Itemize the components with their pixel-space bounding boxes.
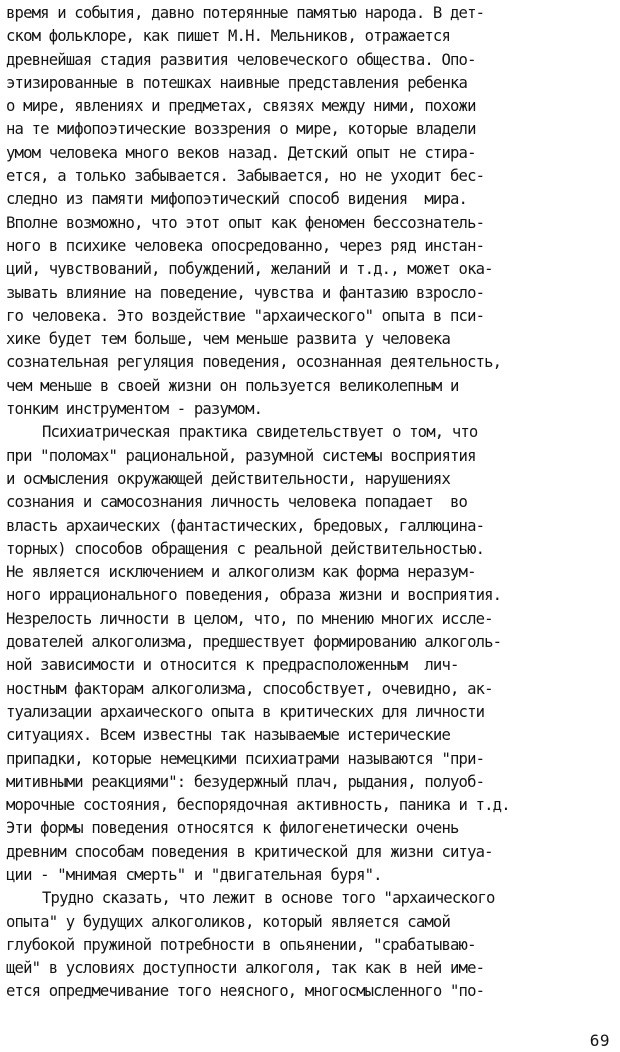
page-number: 69 [589,1031,610,1050]
text-line: Не является исключением и алкоголизм как форма неразум- [6,563,476,582]
text-line: глубокой пружиной потребности в опьянении, "срабатываю- [6,935,476,954]
text-line: ется, а только забывается. Забывается, но не уходит бес- [6,167,485,186]
text-line: сознания и самосознания личность человека попадает во [6,493,468,512]
text-line: туализации архаического опыта в критических для личности [6,702,485,721]
text-line: ций, чувствований, побуждений, желаний и т.д., может ока- [6,260,493,279]
text-line: опыта" у будущих алкоголиков, который является самой [6,912,450,931]
text-line: тонким инструментом - разумом. [6,400,263,419]
text-line: дователей алкоголизма, предшествует формированию алкоголь- [6,633,502,652]
text-line: о мире, явлениях и предметах, связях между ними, похожи [6,97,476,116]
text-line: зывать влияние на поведение, чувства и фантазию взросло- [6,283,485,302]
text-line: древнейшая стадия развития человеческого общества. Опо- [6,50,476,69]
text-line: го человека. Это воздействие "архаического" опыта в пси- [6,306,485,325]
text-line: ции - "мнимая смерть" и "двигательная буря". [6,865,382,884]
text-line: чем меньше в своей жизни он пользуется великолепным и [6,376,459,395]
text-line: ной зависимости и относится к предрасположенным лич- [6,656,459,675]
text-line: морочные состояния, беспорядочная активность, паника и т.д. [6,796,510,815]
text-line: этизированные в потешках наивные представления ребенка [6,73,468,92]
text-line: власть архаических (фантастических, бредовых, галлюцина- [6,516,485,535]
text-line: ного иррационального поведения, образа жизни и восприятия. [6,586,502,605]
text-line: припадки, которые немецкими психиатрами называются "при- [6,749,485,768]
paragraph-first-line: Психиатрическая практика свидетельствует о том, что [42,423,478,442]
text-line: ском фольклоре, как пишет М.Н. Мельников, отражается [6,27,450,46]
text-line: древним способам поведения в критической для жизни ситуа- [6,842,493,861]
text-line: хике будет тем больше, чем меньше развита у человека [6,330,450,349]
text-line: ется опредмечивание того неясного, многосмысленного "по- [6,982,485,1001]
text-line: на те мифопоэтические воззрения о мире, которые владели [6,120,476,139]
text-line: и осмысления окружающей действительности, нарушениях [6,469,450,488]
text-line: ситуациях. Всем известны так называемые истерические [6,726,450,745]
body-text [6,2,614,1004]
text-line: Незрелость личности в целом, что, по мнению многих иссле- [6,609,493,628]
text-line: ного в психике человека опосредованно, через ряд инстан- [6,236,485,255]
text-line: Эти формы поведения относятся к филогенетически очень [6,819,459,838]
text-line: митивными реакциями": безудержный плач, рыдания, полуоб- [6,772,485,791]
text-line: ностным факторам алкоголизма, способствует, очевидно, ак- [6,679,493,698]
text-line: сознательная регуляция поведения, осознанная деятельность, [6,353,502,372]
text-line: умом человека много веков назад. Детский опыт не стира- [6,143,476,162]
text-line: время и события, давно потерянные памятью народа. В дет- [6,4,485,22]
text-line: торных) способов обращения с реальной действительностью. [6,539,485,558]
text-line: при "поломах" рациональной, разумной системы восприятия [6,446,476,465]
text-line: щей" в условиях доступности алкоголя, так как в ней име- [6,959,485,978]
paragraph-first-line: Трудно сказать, что лежит в основе того "архаического [42,889,495,908]
text-line: Вполне возможно, что этот опыт как феномен бессознатель- [6,213,485,232]
text-line: следно из памяти мифопоэтический способ видения мира. [6,190,468,209]
